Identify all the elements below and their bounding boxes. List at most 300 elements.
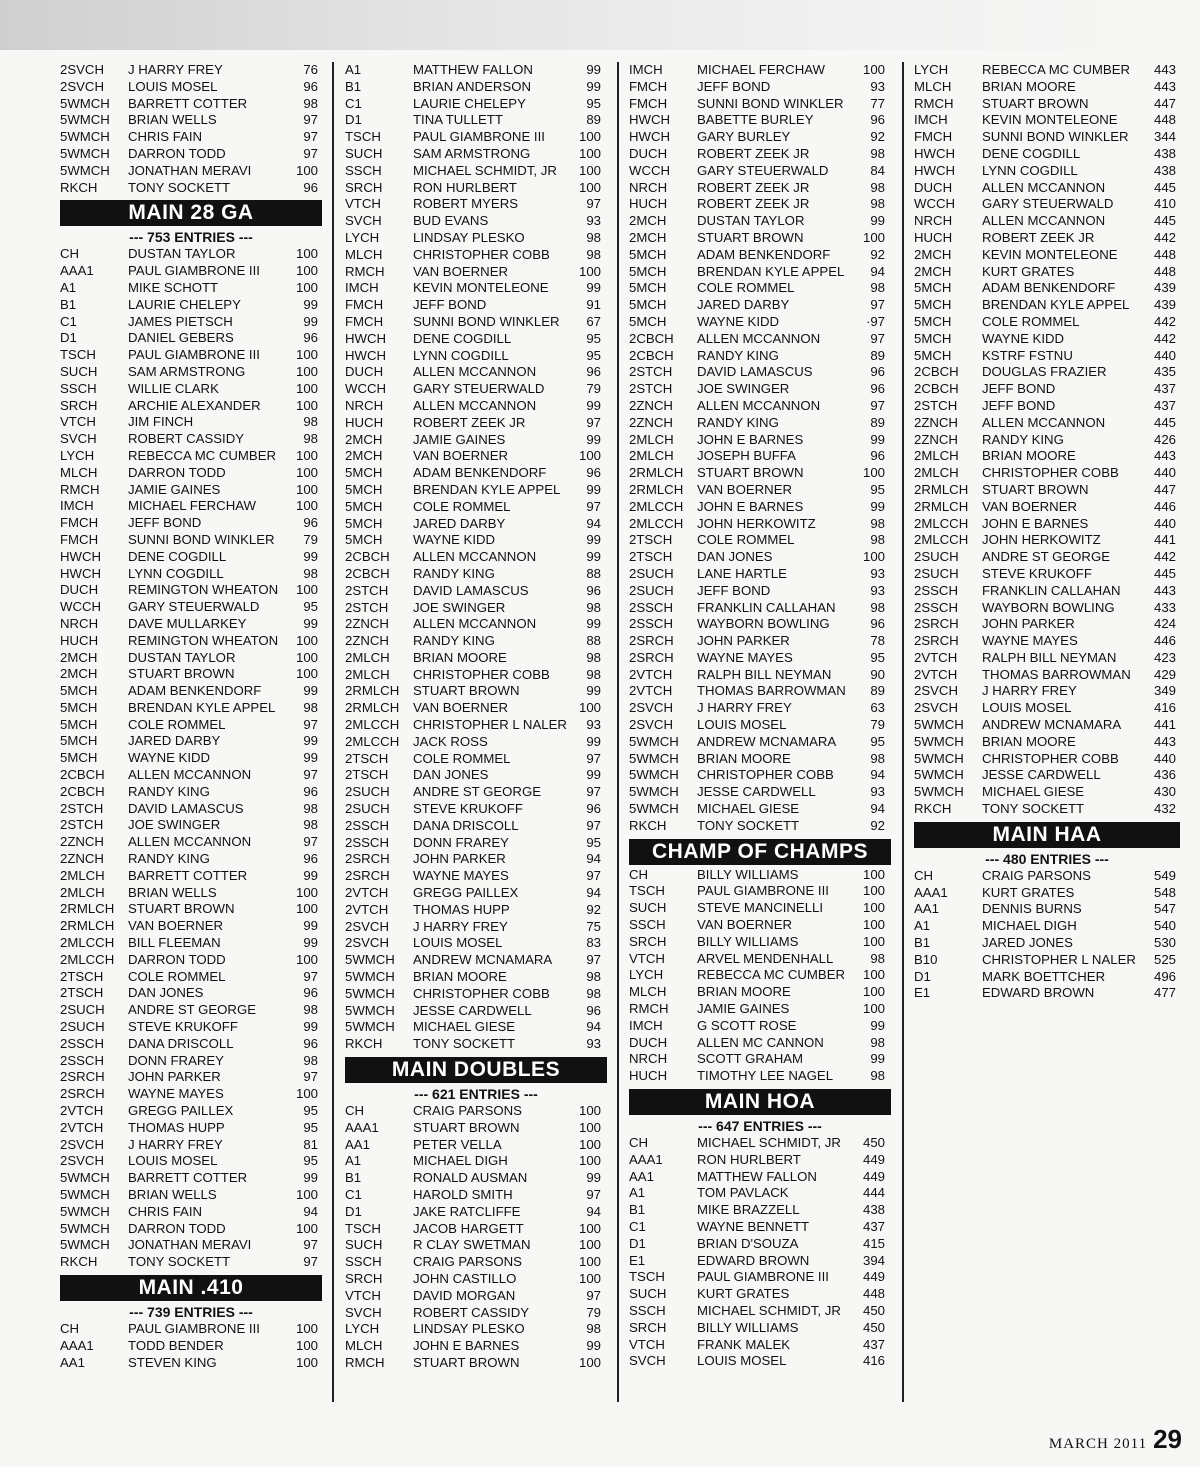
result-row [345,767,607,784]
score: 96 [303,330,318,346]
score: 97 [870,397,885,413]
score: 99 [586,62,601,77]
score: 99 [303,750,318,766]
result-row [60,1002,322,1019]
score: 97 [586,952,601,968]
score: 441 [1153,717,1176,733]
shooter-name: JEFF BOND [128,515,202,531]
shooter-name: PAUL GIAMBRONE III [697,883,829,899]
result-row [914,129,1180,146]
class-code: 2SSCH [914,582,958,598]
score: 99 [303,683,318,699]
shooter-name: MICHAEL GIESE [697,801,800,817]
class-code: SVCH [629,1353,666,1369]
result-row [345,986,607,1003]
shooter-name: BRIAN MOORE [413,969,507,985]
class-code: 2STCH [629,364,673,380]
shooter-name: ROBERT CASSIDY [413,1304,530,1320]
result-row [345,331,607,348]
shooter-name: MICHAEL SCHMIDT, JR [697,1135,841,1151]
class-code: LYCH [345,229,380,245]
shooter-name: MIKE BRAZZELL [697,1202,800,1218]
result-row [345,734,607,751]
result-row [345,297,607,314]
score: 98 [303,1002,318,1018]
score: 94 [586,1203,601,1219]
result-row [345,62,607,79]
class-code: 5WMCH [60,129,110,145]
class-code: 2MCH [345,448,383,464]
class-code: 2SVCH [60,1136,104,1152]
score: 99 [870,1051,885,1067]
shooter-name: J HARRY FREY [128,1136,223,1152]
class-code: 2MLCH [345,649,390,665]
result-row [345,969,607,986]
shooter-name: BRIAN MOORE [982,733,1076,749]
result-row [914,600,1180,617]
result-row [60,666,322,683]
class-code: 2STCH [629,381,673,397]
class-code: 2MLCCH [345,733,400,749]
entries-count: --- 621 ENTRIES --- [414,1086,538,1103]
shooter-name: GARY STEUERWALD [982,196,1114,212]
shooter-name: ARCHIE ALEXANDER [128,397,261,413]
result-row [914,751,1180,768]
shooter-name: DUSTAN TAYLOR [128,649,236,665]
class-code: 2RMLCH [914,498,969,514]
event-heading: MAIN DOUBLES [345,1057,607,1083]
result-row [60,364,322,381]
result-row [60,1153,322,1170]
result-row [629,1219,891,1236]
class-code: 2SRCH [629,633,674,649]
result-row [345,196,607,213]
class-code: 2TSCH [629,549,673,565]
class-code: TSCH [345,129,381,145]
result-row [914,482,1180,499]
class-code: DUCH [629,145,668,161]
shooter-name: MICHAEL GIESE [413,1019,516,1035]
shooter-name: MICHAEL SCHMIDT, JR [413,162,557,178]
score: 99 [303,548,318,564]
result-row [345,1137,607,1154]
class-code: HWCH [914,145,956,161]
class-code: 2SRCH [914,633,959,649]
class-code: SSCH [629,1302,666,1318]
class-code: C1 [345,1187,362,1202]
class-code: 2SUCH [345,801,390,817]
class-code: 2SRCH [345,868,390,884]
score: 98 [586,985,601,1001]
shooter-name: GARY STEUERWALD [128,599,260,615]
score: 79 [303,531,318,547]
class-code: 2CBCH [629,330,674,346]
score: 98 [870,1034,885,1050]
result-row [60,347,322,364]
class-code: 2SVCH [345,935,389,951]
shooter-name: JOHN E BARNES [982,515,1089,531]
result-row [60,1036,322,1053]
score: 450 [862,1135,885,1151]
class-code: 5WMCH [345,1002,395,1018]
shooter-name: CRAIG PARSONS [413,1254,522,1270]
score: 77 [870,95,885,111]
shooter-name: ALLEN MCCANNON [697,397,821,413]
score: 98 [870,515,885,531]
score: 440 [1153,465,1176,481]
class-code: 2SSCH [345,834,389,850]
class-code: 2ZNCH [345,633,389,649]
result-row [60,801,322,818]
score: 440 [1153,750,1176,766]
shooter-name: JOE SWINGER [413,599,506,615]
result-row [629,900,891,917]
score: 98 [870,950,885,966]
result-row [345,129,607,146]
shooter-name: STUART BROWN [697,465,804,481]
class-code: 5WMCH [345,952,395,968]
class-code: DUCH [629,1034,668,1050]
class-code: WCCH [914,196,956,212]
shooter-name: MATTHEW FALLON [697,1168,817,1184]
shooter-name: BRIAN MOORE [982,448,1076,464]
shooter-name: THOMAS BARROWMAN [697,683,846,699]
results-column-4 [914,62,1180,1002]
score: 437 [862,1219,885,1234]
result-row [60,330,322,347]
class-code: 2MLCH [60,884,105,900]
class-code: 2SUCH [629,565,674,581]
shooter-name: BARRETT COTTER [128,867,248,883]
result-row [629,448,891,465]
class-code: 2SSCH [629,616,673,632]
score: 88 [586,633,601,649]
shooter-name: ANDRE ST GEORGE [982,549,1110,565]
result-row [345,247,607,264]
page-number: 29 [1153,1424,1182,1454]
class-code: 5WMCH [60,95,110,111]
result-row [914,448,1180,465]
score: 100 [295,632,318,648]
class-code: HUCH [60,632,99,648]
class-code: IMCH [914,112,948,128]
shooter-name: KEVIN MONTELEONE [982,246,1118,262]
shooter-name: STUART BROWN [128,666,235,682]
class-code: LYCH [345,1321,380,1337]
class-code: SSCH [629,917,666,933]
score: 99 [586,1170,601,1186]
result-row [629,381,891,398]
class-code: 2CBCH [914,381,959,397]
class-code: VTCH [60,414,96,430]
class-code: WCCH [629,162,671,178]
shooter-name: DARRON TODD [128,464,226,480]
result-row [60,683,322,700]
result-row [345,935,607,952]
score: 448 [1153,263,1176,279]
issue-date: MARCH 2011 [1048,1436,1148,1452]
result-row [60,180,322,197]
score: 445 [1153,414,1176,430]
score: 416 [1153,700,1176,716]
score: 97 [303,112,318,128]
score: 549 [1153,867,1176,883]
class-code: B1 [345,78,362,94]
shooter-name: STEVEN KING [128,1354,217,1370]
class-code: HWCH [345,347,387,363]
shooter-name: MICHAEL SCHMIDT, JR [697,1302,841,1318]
score: 94 [870,263,885,279]
class-code: 2SRCH [345,851,390,867]
score: 547 [1153,901,1176,917]
shooter-name: ALLEN MCCANNON [128,834,252,850]
class-code: SUCH [60,363,98,379]
shooter-name: JOHN PARKER [128,1069,221,1085]
class-code: 5MCH [60,733,98,749]
result-row [629,364,891,381]
class-code: 2VTCH [345,885,389,901]
score: 100 [295,649,318,665]
result-row [60,750,322,767]
shooter-name: TOM PAVLACK [697,1185,789,1201]
result-row [914,532,1180,549]
shooter-name: JOHN E BARNES [697,498,804,514]
shooter-name: LOUIS MOSEL [697,1353,787,1369]
result-row [629,280,891,297]
class-code: WCCH [345,381,387,397]
shooter-name: SAM ARMSTRONG [128,363,246,379]
score: 99 [303,867,318,883]
class-code: 5WMCH [629,801,679,817]
class-code: RMCH [914,95,954,111]
score: 100 [578,1354,601,1370]
result-row [345,1355,607,1372]
score: 99 [586,683,601,699]
class-code: MLCH [345,1338,383,1354]
result-row [60,784,322,801]
class-code: 2ZNCH [60,851,104,867]
score: 100 [862,917,885,933]
shooter-name: REMINGTON WHEATON [128,582,279,598]
class-code: 5WMCH [914,733,964,749]
result-row [60,1120,322,1137]
class-code: 2CBCH [60,767,105,783]
score: 79 [586,381,601,397]
result-row [60,280,322,297]
score: 89 [870,414,885,430]
class-code: 2MCH [345,431,383,447]
shooter-name: GREGG PAILLEX [413,885,519,901]
entries-count: --- 647 ENTRIES --- [698,1118,822,1135]
shooter-name: JIM FINCH [128,414,194,430]
result-row [629,867,891,884]
score: 100 [862,883,885,899]
result-row [60,129,322,146]
score: 99 [303,918,318,934]
shooter-name: CHRISTOPHER COBB [413,666,550,682]
score: 100 [295,1086,318,1102]
shooter-name: COLE ROMMEL [128,968,226,984]
result-row [345,532,607,549]
result-row [60,767,322,784]
shooter-name: LOUIS MOSEL [128,1153,218,1169]
class-code: 2SRCH [60,1086,105,1102]
result-row [60,1355,322,1372]
result-row [60,1053,322,1070]
result-row [914,801,1180,818]
shooter-name: STEVE KRUKOFF [128,1019,238,1035]
result-row [60,1338,322,1355]
score: 92 [870,817,885,833]
class-code: SSCH [345,162,382,178]
result-row [914,583,1180,600]
result-row [345,801,607,818]
score: 100 [578,1270,601,1286]
result-row [345,163,607,180]
class-code: DUCH [914,179,953,195]
class-code: CH [60,1320,80,1336]
result-row [914,633,1180,650]
shooter-name: VAN BOERNER [982,498,1078,514]
score: 99 [586,549,601,565]
class-code: RMCH [60,481,100,497]
shooter-name: WAYNE KIDD [413,532,496,548]
class-code: 2RMLCH [345,700,400,716]
class-code: 5MCH [345,532,383,548]
class-code: B1 [345,1170,362,1186]
score: 96 [586,364,601,380]
score: 96 [303,78,318,94]
score: 100 [295,951,318,967]
score: 97 [586,498,601,514]
shooter-name: THOMAS BARROWMAN [982,666,1131,682]
score: 449 [862,1168,885,1184]
score: 95 [303,1153,318,1169]
class-code: 5MCH [914,313,952,329]
result-row [60,96,322,113]
class-code: HWCH [629,129,671,145]
result-row [345,1221,607,1238]
score: 75 [586,918,601,934]
score: 96 [586,801,601,817]
class-code: 2SSCH [345,817,389,833]
shooter-name: RANDY KING [413,633,495,649]
class-code: 2CBCH [914,364,959,380]
result-row [60,817,322,834]
result-row [60,868,322,885]
shooter-name: CRAIG PARSONS [982,867,1091,883]
class-code: 2CBCH [629,347,674,363]
result-row [60,1103,322,1120]
class-code: 2MLCCH [60,951,115,967]
shooter-name: PAUL GIAMBRONE III [413,129,545,145]
class-code: MLCH [914,78,952,94]
shooter-name: JAMIE GAINES [413,431,506,447]
shooter-name: ALLEN MCCANNON [413,364,537,380]
score: 100 [862,1001,885,1017]
shooter-name: JAMIE GAINES [128,481,221,497]
class-code: SSCH [60,380,97,396]
score: 349 [1153,683,1176,699]
class-code: 5MCH [629,280,667,296]
shooter-name: JAKE RATCLIFFE [413,1203,521,1219]
class-code: IMCH [629,62,663,77]
result-row [60,515,322,532]
shooter-name: KURT GRATES [982,884,1075,900]
class-code: 2MLCCH [914,532,969,548]
class-code: 2MLCH [60,867,105,883]
shooter-name: BRENDAN KYLE APPEL [697,263,845,279]
result-row [345,1103,607,1120]
class-code: 5WMCH [345,969,395,985]
score: 100 [295,397,318,413]
class-code: 5MCH [345,465,383,481]
result-row [60,599,322,616]
class-code: NRCH [914,213,953,229]
entries-count: --- 480 ENTRIES --- [985,850,1109,867]
result-row [629,1202,891,1219]
shooter-name: DONN FRAREY [413,834,509,850]
column-divider [617,62,619,1402]
class-code: AA1 [60,1354,85,1370]
class-code: MLCH [345,246,383,262]
class-code: 5WMCH [914,784,964,800]
shooter-name: DAN JONES [413,767,489,783]
result-row [345,348,607,365]
class-code: HUCH [629,196,668,212]
score: 439 [1153,297,1176,313]
class-code: D1 [345,112,362,128]
result-row [629,230,891,247]
score: 93 [870,582,885,598]
score: 442 [1153,313,1176,329]
class-code: 2RMLCH [914,481,969,497]
result-row [345,1321,607,1338]
class-code: SSCH [345,1254,382,1270]
shooter-name: REBECCA MC CUMBER [982,62,1131,77]
score: 98 [586,969,601,985]
score: 99 [303,733,318,749]
score: 100 [862,549,885,565]
result-row [629,1035,891,1052]
class-code: 5MCH [914,280,952,296]
result-row [629,549,891,566]
class-code: AAA1 [60,263,94,279]
shooter-name: LOUIS MOSEL [128,78,218,94]
class-code: 2ZNCH [345,616,389,632]
shooter-name: JONATHAN MERAVI [128,162,252,178]
score: 100 [578,1136,601,1152]
score: 100 [295,447,318,463]
result-row [60,918,322,935]
result-row [60,885,322,902]
class-code: 5MCH [629,246,667,262]
class-code: 2ZNCH [914,431,958,447]
score: 95 [303,1103,318,1119]
result-row [629,79,891,96]
score: 444 [862,1185,885,1201]
result-row [914,163,1180,180]
class-code: 5WMCH [914,750,964,766]
score: 91 [586,297,601,313]
result-row [914,180,1180,197]
score: 447 [1153,481,1176,497]
shooter-name: VAN BOERNER [697,917,793,933]
class-code: 2ZNCH [60,834,104,850]
result-row [345,112,607,129]
class-code: 2SSCH [629,599,673,615]
result-row [345,1338,607,1355]
